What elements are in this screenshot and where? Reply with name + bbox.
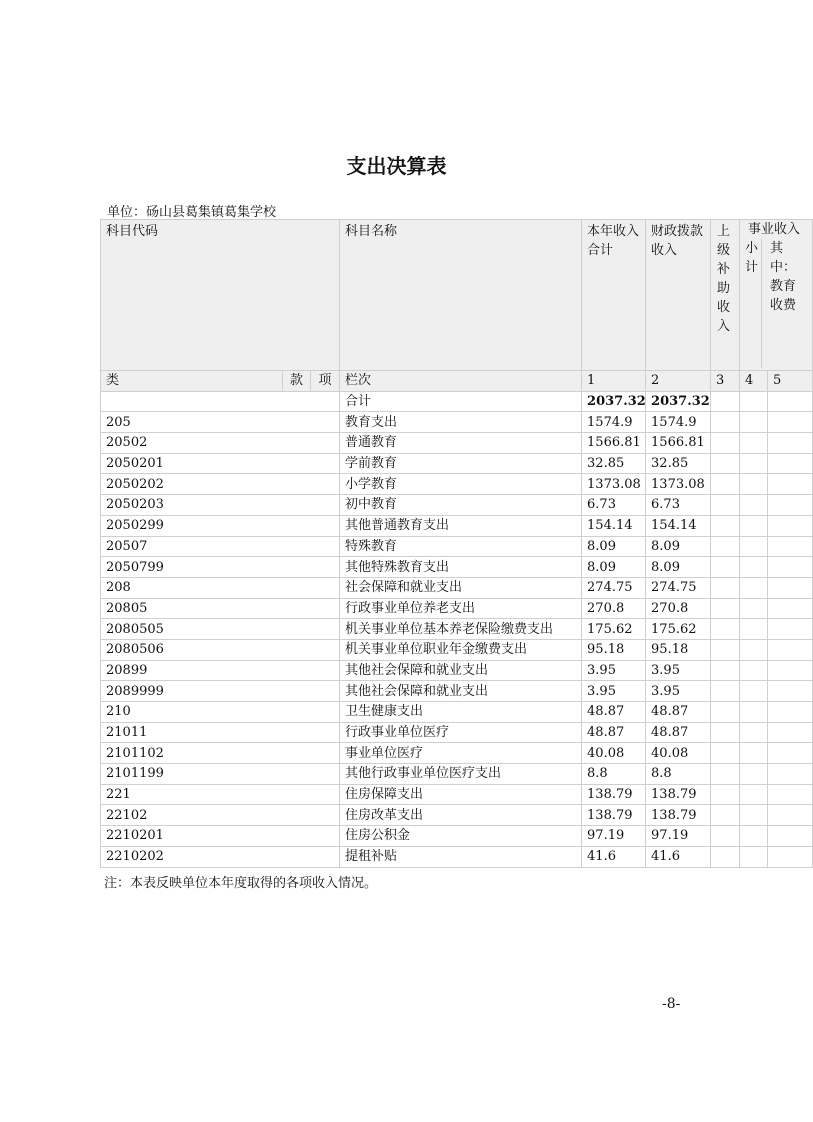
row-fiscal: 175.62	[646, 619, 711, 640]
table-row	[101, 846, 813, 867]
row-superior	[711, 577, 740, 598]
row-name: 提租补贴	[340, 846, 582, 867]
row-subtotal	[740, 515, 768, 536]
row-name: 其他社会保障和就业支出	[340, 681, 582, 702]
header-row	[101, 220, 813, 371]
subheader-col2: 2	[646, 371, 711, 392]
row-fiscal: 1373.08	[646, 474, 711, 495]
header-code: 科目代码	[101, 220, 340, 371]
row-code: 2210202	[101, 846, 340, 867]
total-amount: 2037.32	[582, 391, 646, 412]
row-total: 8.8	[582, 764, 646, 785]
table-row	[101, 784, 813, 805]
row-fiscal: 1574.9	[646, 412, 711, 433]
table-row	[101, 660, 813, 681]
row-superior	[711, 433, 740, 454]
table-row	[101, 453, 813, 474]
row-superior	[711, 598, 740, 619]
row-name: 小学教育	[340, 474, 582, 495]
footnote: 注：本表反映单位本年度取得的各项收入情况。	[104, 876, 378, 891]
row-name: 卫生健康支出	[340, 702, 582, 723]
row-edu-fee	[768, 764, 813, 785]
row-subtotal	[740, 536, 768, 557]
row-code: 2050299	[101, 515, 340, 536]
row-total: 138.79	[582, 805, 646, 826]
header-fiscal: 财政拨款收入	[646, 220, 711, 371]
table-row	[101, 743, 813, 764]
row-code: 2050799	[101, 557, 340, 578]
subheader-col1: 1	[582, 371, 646, 392]
row-subtotal	[740, 846, 768, 867]
row-fiscal: 8.8	[646, 764, 711, 785]
row-name: 住房公积金	[340, 826, 582, 847]
row-fiscal: 138.79	[646, 805, 711, 826]
subheader-lei: 类	[101, 371, 283, 392]
row-subtotal	[740, 681, 768, 702]
header-superior: 上级补助收入	[711, 220, 740, 371]
header-business: 事业收入	[748, 222, 801, 237]
row-fiscal: 1566.81	[646, 433, 711, 454]
subheader-kuan: 款	[283, 371, 311, 392]
row-fiscal: 138.79	[646, 784, 711, 805]
row-code: 2080505	[101, 619, 340, 640]
row-edu-fee	[768, 702, 813, 723]
row-superior	[711, 453, 740, 474]
table-row	[101, 722, 813, 743]
row-fiscal: 8.09	[646, 536, 711, 557]
table-row	[101, 681, 813, 702]
row-edu-fee	[768, 681, 813, 702]
row-code: 2101102	[101, 743, 340, 764]
row-superior	[711, 639, 740, 660]
row-total: 1566.81	[582, 433, 646, 454]
row-edu-fee	[768, 598, 813, 619]
row-edu-fee	[768, 660, 813, 681]
row-subtotal	[740, 619, 768, 640]
row-name: 普通教育	[340, 433, 582, 454]
row-code: 20507	[101, 536, 340, 557]
table-row	[101, 474, 813, 495]
unit-label: 单位：砀山县葛集镇葛集学校	[107, 205, 277, 220]
row-code: 210	[101, 702, 340, 723]
row-subtotal	[740, 764, 768, 785]
row-name: 社会保障和就业支出	[340, 577, 582, 598]
row-superior	[711, 743, 740, 764]
row-total: 40.08	[582, 743, 646, 764]
table-row	[101, 433, 813, 454]
row-edu-fee	[768, 536, 813, 557]
table-row	[101, 826, 813, 847]
row-edu-fee	[768, 722, 813, 743]
row-superior	[711, 660, 740, 681]
row-total: 95.18	[582, 639, 646, 660]
row-name: 特殊教育	[340, 536, 582, 557]
subheader-col3: 3	[711, 371, 740, 392]
row-code: 221	[101, 784, 340, 805]
row-code: 22102	[101, 805, 340, 826]
row-fiscal: 6.73	[646, 495, 711, 516]
row-total: 1574.9	[582, 412, 646, 433]
row-edu-fee	[768, 826, 813, 847]
row-edu-fee	[768, 639, 813, 660]
row-total: 1373.08	[582, 474, 646, 495]
row-code: 208	[101, 577, 340, 598]
expenditure-table-container	[100, 219, 801, 869]
expenditure-table	[100, 219, 813, 868]
row-superior	[711, 474, 740, 495]
row-code: 21011	[101, 722, 340, 743]
row-superior	[711, 495, 740, 516]
row-name: 学前教育	[340, 453, 582, 474]
row-subtotal	[740, 453, 768, 474]
row-subtotal	[740, 577, 768, 598]
row-name: 初中教育	[340, 495, 582, 516]
total-code-cell	[101, 391, 340, 412]
row-name: 机关事业单位基本养老保险缴费支出	[340, 619, 582, 640]
row-edu-fee	[768, 805, 813, 826]
row-total: 270.8	[582, 598, 646, 619]
row-total: 97.19	[582, 826, 646, 847]
row-edu-fee	[768, 453, 813, 474]
header-business-group	[740, 220, 813, 371]
row-superior	[711, 722, 740, 743]
row-fiscal: 32.85	[646, 453, 711, 474]
row-code: 2080506	[101, 639, 340, 660]
row-fiscal: 48.87	[646, 722, 711, 743]
header-edu-fee: 其中：教育收费	[770, 241, 797, 313]
row-edu-fee	[768, 495, 813, 516]
row-total: 3.95	[582, 660, 646, 681]
row-total: 154.14	[582, 515, 646, 536]
table-row	[101, 639, 813, 660]
row-subtotal	[740, 660, 768, 681]
row-subtotal	[740, 495, 768, 516]
header-name: 科目名称	[340, 220, 582, 371]
row-edu-fee	[768, 577, 813, 598]
row-edu-fee	[768, 743, 813, 764]
total-row	[101, 391, 813, 412]
row-code: 2050201	[101, 453, 340, 474]
row-total: 48.87	[582, 722, 646, 743]
row-total: 274.75	[582, 577, 646, 598]
header-subtotal: 小计	[740, 239, 762, 368]
row-name: 住房改革支出	[340, 805, 582, 826]
table-row	[101, 495, 813, 516]
row-edu-fee	[768, 412, 813, 433]
row-total: 8.09	[582, 557, 646, 578]
table-row	[101, 702, 813, 723]
row-subtotal	[740, 805, 768, 826]
row-subtotal	[740, 598, 768, 619]
row-code: 20899	[101, 660, 340, 681]
row-fiscal: 40.08	[646, 743, 711, 764]
row-subtotal	[740, 433, 768, 454]
table-row	[101, 536, 813, 557]
row-code: 2089999	[101, 681, 340, 702]
row-name: 行政事业单位养老支出	[340, 598, 582, 619]
row-name: 事业单位医疗	[340, 743, 582, 764]
row-fiscal: 95.18	[646, 639, 711, 660]
table-row	[101, 412, 813, 433]
row-code: 2050202	[101, 474, 340, 495]
row-superior	[711, 412, 740, 433]
row-edu-fee	[768, 433, 813, 454]
row-superior	[711, 764, 740, 785]
row-total: 3.95	[582, 681, 646, 702]
row-total: 32.85	[582, 453, 646, 474]
row-superior	[711, 515, 740, 536]
row-edu-fee	[768, 474, 813, 495]
row-superior	[711, 784, 740, 805]
table-row	[101, 619, 813, 640]
row-total: 41.6	[582, 846, 646, 867]
row-code: 2050203	[101, 495, 340, 516]
row-name: 行政事业单位医疗	[340, 722, 582, 743]
row-subtotal	[740, 784, 768, 805]
row-edu-fee	[768, 846, 813, 867]
table-row	[101, 515, 813, 536]
row-superior	[711, 681, 740, 702]
row-total: 138.79	[582, 784, 646, 805]
row-total: 8.09	[582, 536, 646, 557]
row-total: 6.73	[582, 495, 646, 516]
total-fiscal: 2037.32	[646, 391, 711, 412]
row-subtotal	[740, 743, 768, 764]
row-name: 其他普通教育支出	[340, 515, 582, 536]
row-subtotal	[740, 474, 768, 495]
row-superior	[711, 702, 740, 723]
row-code: 20805	[101, 598, 340, 619]
row-superior	[711, 536, 740, 557]
row-name: 其他行政事业单位医疗支出	[340, 764, 582, 785]
subheader-col4: 4	[740, 371, 768, 392]
row-fiscal: 97.19	[646, 826, 711, 847]
row-fiscal: 3.95	[646, 681, 711, 702]
header-total: 本年收入合计	[582, 220, 646, 371]
row-total: 48.87	[582, 702, 646, 723]
row-superior	[711, 619, 740, 640]
page-title: 支出决算表	[346, 154, 447, 178]
total-edu-fee	[768, 391, 813, 412]
row-name: 其他社会保障和就业支出	[340, 660, 582, 681]
row-edu-fee	[768, 619, 813, 640]
row-name: 住房保障支出	[340, 784, 582, 805]
row-subtotal	[740, 826, 768, 847]
row-edu-fee	[768, 515, 813, 536]
table-row	[101, 764, 813, 785]
table-row	[101, 805, 813, 826]
row-name: 其他特殊教育支出	[340, 557, 582, 578]
row-superior	[711, 846, 740, 867]
row-superior	[711, 826, 740, 847]
subheader-col5: 5	[768, 371, 813, 392]
row-fiscal: 3.95	[646, 660, 711, 681]
row-edu-fee	[768, 784, 813, 805]
row-total: 175.62	[582, 619, 646, 640]
row-superior	[711, 805, 740, 826]
row-fiscal: 274.75	[646, 577, 711, 598]
row-subtotal	[740, 722, 768, 743]
row-fiscal: 41.6	[646, 846, 711, 867]
row-code: 205	[101, 412, 340, 433]
subheader-lanci: 栏次	[340, 371, 582, 392]
row-code: 20502	[101, 433, 340, 454]
row-fiscal: 48.87	[646, 702, 711, 723]
row-code: 2210201	[101, 826, 340, 847]
row-fiscal: 270.8	[646, 598, 711, 619]
table-row	[101, 598, 813, 619]
total-superior	[711, 391, 740, 412]
table-row	[101, 557, 813, 578]
row-subtotal	[740, 557, 768, 578]
total-subtotal	[740, 391, 768, 412]
page-number: -8-	[662, 996, 681, 1012]
subheader-xiang: 项	[311, 371, 340, 392]
row-subtotal	[740, 639, 768, 660]
row-fiscal: 154.14	[646, 515, 711, 536]
row-subtotal	[740, 412, 768, 433]
table-row	[101, 577, 813, 598]
row-subtotal	[740, 702, 768, 723]
subheader-row	[101, 371, 813, 392]
row-name: 机关事业单位职业年金缴费支出	[340, 639, 582, 660]
row-code: 2101199	[101, 764, 340, 785]
row-edu-fee	[768, 557, 813, 578]
row-fiscal: 8.09	[646, 557, 711, 578]
row-superior	[711, 557, 740, 578]
total-label: 合计	[340, 391, 582, 412]
row-name: 教育支出	[340, 412, 582, 433]
